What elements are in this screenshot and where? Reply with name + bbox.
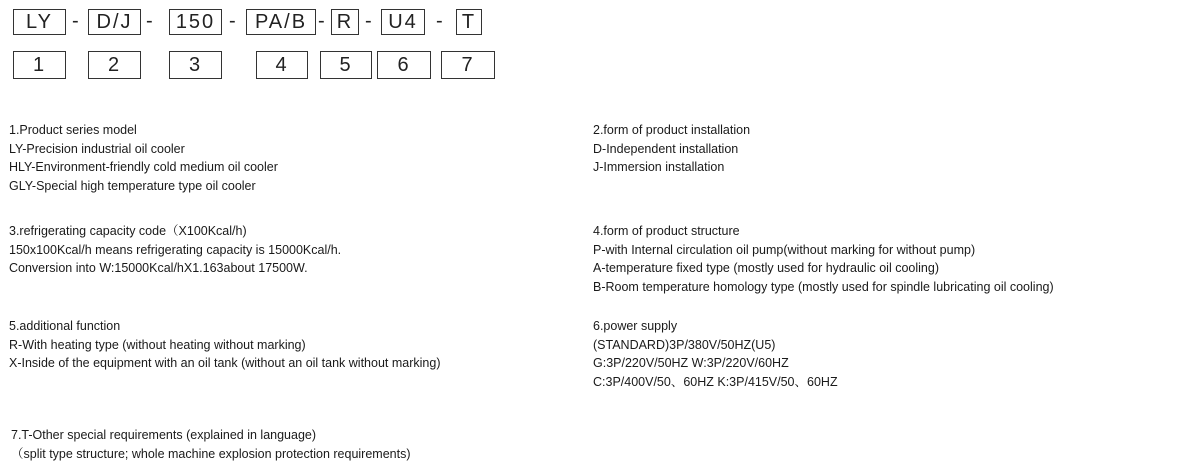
section-line: GLY-Special high temperature type oil cooler [9, 178, 256, 193]
section-title: 2.form of product installation [593, 123, 751, 137]
section-title: 1.Product series model [9, 123, 137, 137]
code-segment-function: R [331, 9, 359, 35]
section-title: 3.refrigerating capacity code（X100Kcal/h) [9, 224, 247, 238]
section-line: Conversion into W:15000Kcal/hX1.163about 17500W. [9, 261, 308, 276]
section-line: D-Independent installation [593, 141, 739, 156]
section-line: （split type structure; whole machine explosion protection requirements) [11, 446, 411, 461]
section-line: LY-Precision industrial oil cooler [9, 141, 185, 156]
section-line: 150x100Kcal/h means refrigerating capacity is 15000Kcal/h. [9, 242, 342, 257]
section-additional-function [9, 317, 440, 373]
section-line: (STANDARD)3P/380V/50HZ(U5) [593, 337, 776, 352]
section-installation [593, 121, 750, 177]
section-line: X-Inside of the equipment with an oil tank (without an oil tank without marking) [9, 356, 441, 371]
code-separator: - [436, 10, 443, 32]
code-number-3: 3 [169, 51, 222, 79]
section-line: HLY-Environment-friendly cold medium oil cooler [9, 160, 278, 175]
code-number-6: 6 [377, 51, 431, 79]
code-separator: - [365, 10, 372, 32]
code-segment-ly: LY [13, 9, 66, 35]
code-segment-capacity: 150 [169, 9, 222, 35]
section-line: J-Immersion installation [593, 160, 725, 175]
section-line: A-temperature fixed type (mostly used for hydraulic oil cooling) [593, 261, 939, 276]
code-number-2: 2 [88, 51, 141, 79]
section-power-supply [593, 317, 838, 391]
section-line: P-with Internal circulation oil pump(without marking for without pump) [593, 242, 976, 257]
section-structure [593, 222, 1054, 296]
code-separator: - [229, 10, 236, 32]
code-separator: - [146, 10, 153, 32]
section-title: 6.power supply [593, 319, 678, 333]
code-number-1: 1 [13, 51, 66, 79]
section-title: 7.T-Other special requirements (explained in language) [11, 428, 317, 442]
code-segment-structure: PA/B [246, 9, 316, 35]
section-line: C:3P/400V/50、60HZ K:3P/415V/50、60HZ [593, 374, 838, 389]
code-number-4: 4 [256, 51, 308, 79]
section-special-requirements [11, 426, 411, 463]
code-separator: - [318, 10, 325, 32]
section-title: 5.additional function [9, 319, 121, 333]
code-segment-power: U4 [381, 9, 425, 35]
code-segment-special: T [456, 9, 482, 35]
section-line: B-Room temperature homology type (mostly used for spindle lubricating oil cooling) [593, 279, 1054, 294]
code-segment-dj: D/J [88, 9, 141, 35]
section-title: 4.form of product structure [593, 224, 740, 238]
section-line: R-With heating type (without heating without marking) [9, 337, 306, 352]
section-capacity-code [9, 222, 341, 278]
section-line: G:3P/220V/50HZ W:3P/220V/60HZ [593, 356, 789, 371]
code-separator: - [72, 10, 79, 32]
code-number-5: 5 [320, 51, 372, 79]
section-product-series [9, 121, 278, 195]
code-number-7: 7 [441, 51, 495, 79]
